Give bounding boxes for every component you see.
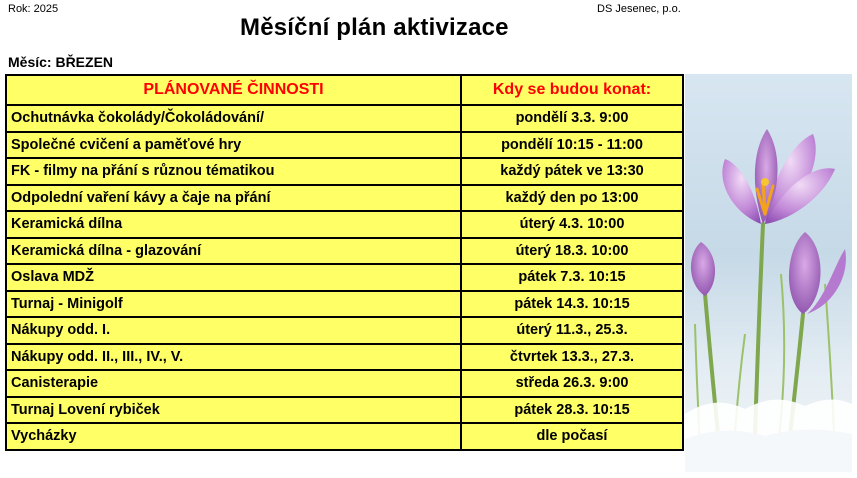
activity-cell: Nákupy odd. II., III., IV., V.: [6, 344, 461, 371]
activity-cell: Vycházky: [6, 423, 461, 450]
activity-cell: Nákupy odd. I.: [6, 317, 461, 344]
table-row: [6, 238, 683, 265]
schedule-cell: dle počasí: [461, 423, 683, 450]
crocus-photo: [685, 74, 852, 472]
table-row: [6, 264, 683, 291]
activity-cell: FK - filmy na přání s různou tématikou: [6, 158, 461, 185]
year-label: Rok: 2025: [8, 3, 59, 15]
page-title: Měsíční plán aktivizace: [240, 14, 509, 41]
table-row: [6, 370, 683, 397]
table-row: [6, 132, 683, 159]
table-row: [6, 317, 683, 344]
table-row: [6, 291, 683, 318]
organization-label: DS Jesenec, p.o.: [597, 3, 681, 15]
schedule-cell: úterý 18.3. 10:00: [461, 238, 683, 265]
table-row: [6, 397, 683, 424]
column-header-when: Kdy se budou konat:: [461, 75, 683, 105]
schedule-cell: úterý 4.3. 10:00: [461, 211, 683, 238]
schedule-cell: pátek 28.3. 10:15: [461, 397, 683, 424]
column-header-activities: PLÁNOVANÉ ČINNOSTI: [6, 75, 461, 105]
schedule-cell: pátek 14.3. 10:15: [461, 291, 683, 318]
schedule-cell: každý pátek ve 13:30: [461, 158, 683, 185]
schedule-cell: pondělí 3.3. 9:00: [461, 105, 683, 132]
activity-cell: Turnaj - Minigolf: [6, 291, 461, 318]
activity-cell: Keramická dílna - glazování: [6, 238, 461, 265]
month-label: Měsíc: BŘEZEN: [8, 54, 114, 70]
activity-cell: Turnaj Lovení rybiček: [6, 397, 461, 424]
schedule-cell: pondělí 10:15 - 11:00: [461, 132, 683, 159]
activity-cell: Canisterapie: [6, 370, 461, 397]
table-row: [6, 211, 683, 238]
activity-cell: Keramická dílna: [6, 211, 461, 238]
table-row: [6, 105, 683, 132]
table-row: [6, 158, 683, 185]
schedule-cell: středa 26.3. 9:00: [461, 370, 683, 397]
activity-cell: Společné cvičení a paměťové hry: [6, 132, 461, 159]
table-row: [6, 185, 683, 212]
schedule-cell: čtvrtek 13.3., 27.3.: [461, 344, 683, 371]
schedule-cell: pátek 7.3. 10:15: [461, 264, 683, 291]
schedule-cell: úterý 11.3., 25.3.: [461, 317, 683, 344]
table-row: [6, 423, 683, 450]
activity-cell: Ochutnávka čokolády/Čokoládování/: [6, 105, 461, 132]
table-row: [6, 344, 683, 371]
schedule-cell: každý den po 13:00: [461, 185, 683, 212]
activity-cell: Odpolední vaření kávy a čaje na přání: [6, 185, 461, 212]
activity-plan-table: [5, 74, 684, 451]
table-header-row: [6, 75, 683, 105]
activity-cell: Oslava MDŽ: [6, 264, 461, 291]
